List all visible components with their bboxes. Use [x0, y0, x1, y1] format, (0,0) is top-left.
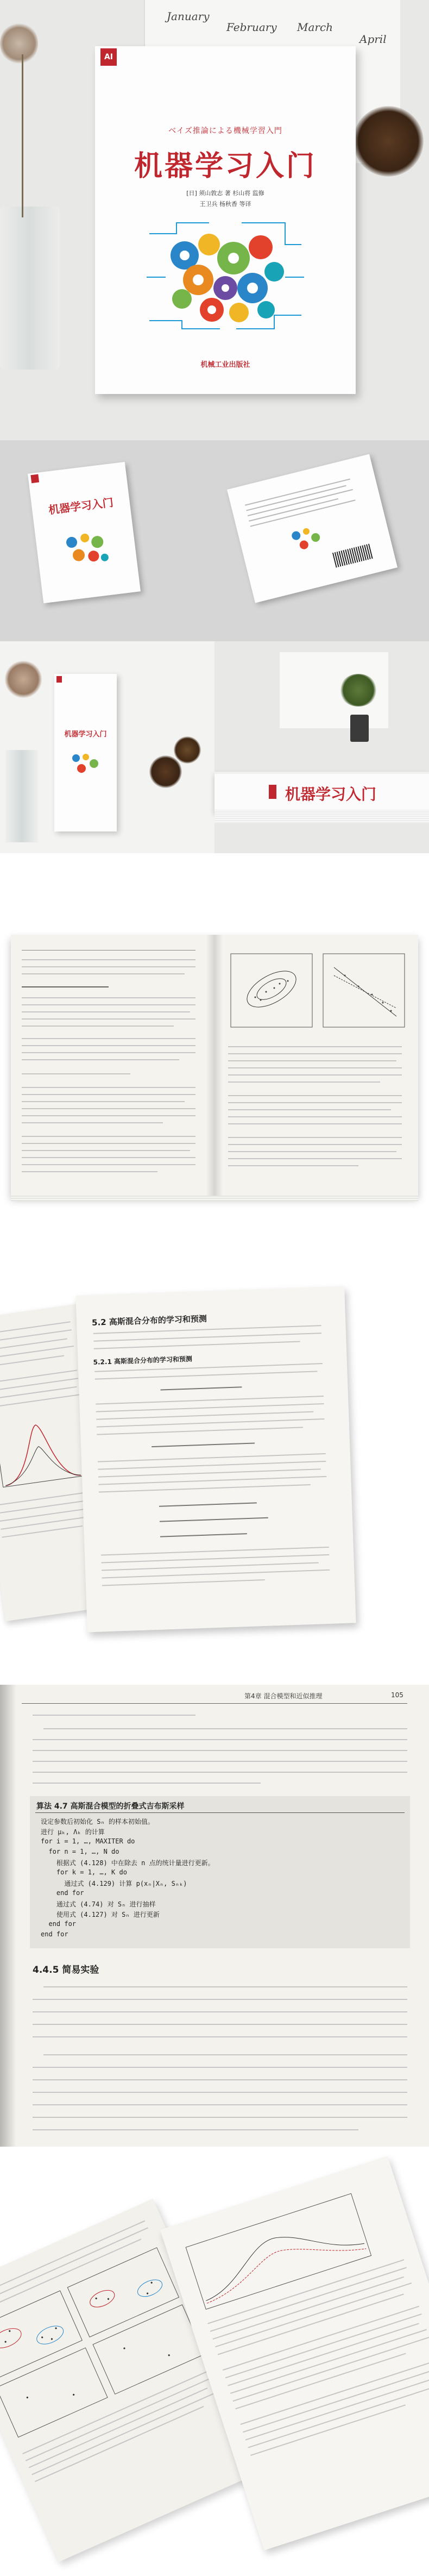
book-edge — [214, 810, 429, 823]
barcode — [332, 543, 373, 567]
publisher-logo-small — [30, 474, 39, 484]
book-title-small: 机器学习入门 — [48, 496, 115, 517]
photo-open-spread-plots — [0, 853, 429, 1261]
pinecone-decoration — [174, 736, 201, 764]
gear-illustration-small — [56, 524, 116, 574]
dried-flowers-decoration — [4, 660, 42, 698]
publisher-name: 机械工业出版社 — [200, 361, 250, 369]
algorithm-line: for k = 1, …, K do — [41, 1868, 127, 1876]
pinecone-decoration — [149, 755, 182, 788]
vase-stem — [22, 54, 23, 217]
photo-tilted-experiment-pages — [0, 2147, 429, 2576]
panel-standing-book — [0, 641, 214, 853]
book-subtitle: ベイズ推論による機械学習入門 — [168, 127, 282, 135]
right-page-section-5-2 — [75, 1286, 356, 1633]
figure-curve-plot — [182, 2190, 375, 2313]
calendar-month: January — [167, 10, 210, 23]
photo-front-cover — [0, 0, 429, 440]
plant-pot — [350, 715, 369, 742]
algorithm-caption: 算法 4.7 高斯混合模型的折叠式吉布斯采样 — [36, 1802, 185, 1811]
algorithm-line: 设定参数后初始化 Sₙ 的样本初始值。 — [41, 1818, 154, 1825]
book-gutter — [206, 935, 223, 1196]
photo-front-and-back — [0, 440, 429, 641]
calendar-month: April — [359, 33, 387, 46]
page-number: 105 — [391, 1691, 403, 1699]
gear-illustration-back — [284, 520, 328, 558]
book-title: 机器学习入门 — [134, 149, 317, 183]
calendar-month: March — [297, 21, 333, 34]
photo-algorithm-page — [0, 1685, 429, 2147]
section-heading: 4.4.5 简易实验 — [33, 1965, 99, 1975]
publisher-logo: AI — [100, 48, 117, 66]
algorithm-line: 根据式 (4.128) 中在除去 n 点的统计量进行更新。 — [41, 1859, 214, 1867]
book-title-standing: 机器学习入门 — [64, 730, 107, 739]
gear-illustration — [144, 212, 307, 337]
dried-flowers-decoration — [0, 22, 38, 65]
algorithm-line: for n = 1, …, N do — [41, 1848, 119, 1855]
figure-scatter-plots — [228, 951, 407, 1038]
algorithm-line: end for — [41, 1920, 77, 1928]
photo-spine-views — [0, 641, 429, 853]
figure-density-peak — [0, 1410, 90, 1493]
section-heading: 5.2 高斯混合分布的学习和预测 — [91, 1314, 207, 1328]
algorithm-line: 通过式 (4.74) 对 Sₙ 进行抽样 — [41, 1900, 156, 1908]
algorithm-line: 进行 μₖ, Λₖ 的计算 — [41, 1828, 105, 1836]
algorithm-box — [30, 1796, 410, 1948]
spine-title: 机器学习入门 — [285, 785, 377, 803]
book-page-algorithm — [0, 1685, 429, 2147]
algorithm-line: end for — [41, 1889, 84, 1897]
book-spine-lying — [214, 772, 429, 812]
potted-plant — [339, 674, 377, 706]
book-translators: 王卫兵 杨秋香 等译 — [199, 201, 251, 208]
photo-section-5-2 — [0, 1261, 429, 1685]
book-standing — [54, 674, 117, 831]
algorithm-line: for i = 1, …, MAXITER do — [41, 1837, 135, 1845]
page-gutter-shadow — [0, 1685, 16, 2147]
algorithm-line: end for — [41, 1930, 68, 1938]
book-back-cover — [227, 454, 398, 603]
glass-vase — [5, 750, 38, 842]
book-front-small — [28, 462, 141, 603]
running-header: 第4章 混合模型和近似推理 — [244, 1692, 323, 1700]
algorithm-line: 通过式 (4.129) 计算 p(xₙ|Xₙ, Sₙₖ) — [41, 1880, 187, 1887]
book-authors: [日] 须山敦志 著 杉山将 监修 — [186, 190, 264, 197]
subsection-heading: 5.2.1 高斯混合分布的学习和预测 — [93, 1355, 193, 1366]
book-front-cover — [95, 46, 356, 394]
panel-spine-closeup — [214, 641, 429, 853]
pinecone-decoration — [353, 106, 424, 177]
calendar-month: February — [226, 21, 277, 34]
glass-vase — [0, 207, 60, 370]
gear-illustration-standing — [68, 750, 103, 777]
open-book-spread — [11, 935, 418, 1196]
page-edges — [11, 1196, 418, 1201]
algorithm-line: 使用式 (4.127) 对 Sₙ 进行更新 — [41, 1911, 160, 1918]
